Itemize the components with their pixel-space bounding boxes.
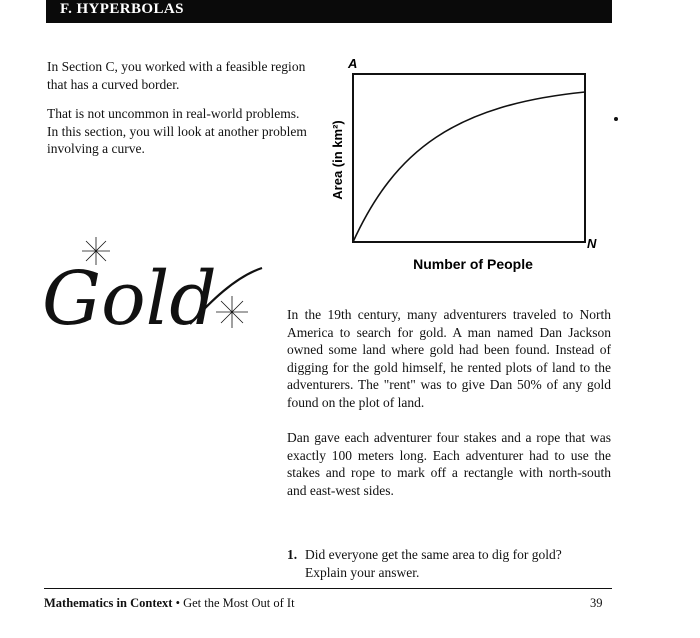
area-graph-svg [325,50,610,280]
area-graph [325,50,610,285]
story-paragraph-1: In the 19th century, many adventurers traveled to North America to search for gold. A man named Dan Jackson owned some land where gold had been found. Instead of digging for the gold himself, he rented plots of land to the adventurers. The "rent" was to give Dan 50% of any gold found on the plot of land. [287,307,611,410]
footer-book-title [44,596,295,611]
section-title: F. HYPERBOLAS [60,1,184,17]
question-1 [287,546,611,581]
x-axis-label: Number of People [413,256,533,272]
sparkle-icon [216,296,248,328]
graph-frame [353,74,585,242]
page-number: 39 [590,596,603,610]
section-header-bar [46,0,612,23]
book-subtitle: Get the Most Out of It [183,596,295,610]
y-axis-letter: A [348,56,358,71]
intro-text [47,58,309,170]
sparkle-icon [82,237,110,265]
book-name: Mathematics in Context [44,596,173,610]
area-curve [353,92,585,242]
stray-dot [614,117,618,121]
story-paragraph-2: Dan gave each adventurer four stakes and a rope that was exactly 100 meters long. Each adventurer had to use the stakes and rope to mark off a rectangle with north-south and east-west sides. [287,430,611,498]
gold-art-svg [40,232,280,332]
intro-paragraph-2: That is not uncommon in real-world problems. In this section, you will look at another problem involving a curve. [47,106,307,156]
question-number: 1. [287,547,298,562]
footer-divider [44,588,612,589]
story-text [287,306,611,517]
footer-separator: • [172,596,184,610]
y-axis-label: Area (in km²) [330,120,345,200]
question-line-1: Did everyone get the same area to dig for gold? [305,547,562,562]
x-axis-letter: N [587,236,597,251]
question-line-2: Explain your answer. [305,564,420,580]
gold-script-art [40,232,280,337]
intro-paragraph-1: In Section C, you worked with a feasible region that has a curved border. [47,59,306,92]
gold-word: Gold [42,256,217,332]
